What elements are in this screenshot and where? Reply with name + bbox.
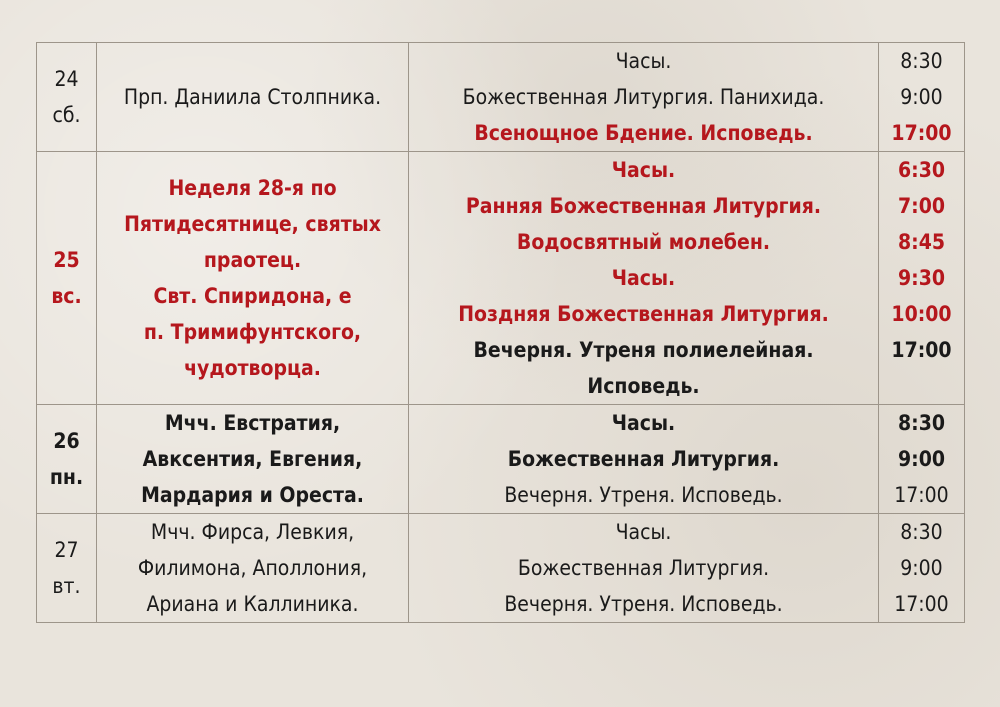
weekday: вт.: [52, 574, 81, 598]
service-line: Всенощное Бдение. Исповедь.: [474, 121, 813, 145]
feast-line: Мчч. Фирса, Левкия,: [150, 520, 355, 544]
services-cell: [409, 405, 879, 514]
table-row: [37, 152, 965, 405]
time: 8:30: [900, 49, 943, 73]
feast-line: чудотворца.: [184, 356, 321, 380]
time: 17:00: [891, 121, 952, 145]
service-line: Божественная Литургия. Панихида.: [462, 85, 825, 109]
time: 9:00: [900, 556, 943, 580]
feast-line: Пятидесятнице, святых: [124, 212, 381, 236]
weekday: вс.: [51, 284, 82, 308]
time: 8:45: [898, 230, 945, 254]
feast-line: праотец.: [203, 248, 302, 272]
day-number: 26: [53, 429, 80, 453]
time: 7:00: [898, 194, 945, 218]
time: 8:30: [898, 411, 945, 435]
time: 9:30: [898, 266, 945, 290]
feast-line: Филимона, Аполлония,: [137, 556, 368, 580]
time: 17:00: [894, 483, 949, 507]
time: 17:00: [891, 338, 952, 362]
time: 17:00: [894, 592, 949, 616]
service-line: Божественная Литургия.: [507, 447, 780, 471]
date-cell: [37, 514, 97, 623]
feast-cell: [97, 514, 409, 623]
feast-line: Мардария и Ореста.: [141, 483, 364, 507]
service-line: Часы.: [615, 49, 672, 73]
times-cell: [879, 43, 965, 152]
table-row: [37, 43, 965, 152]
day-number: 27: [54, 538, 79, 562]
feast-line: Прп. Даниила Столпника.: [123, 85, 382, 109]
times-cell: [879, 405, 965, 514]
schedule-table: [36, 42, 965, 623]
service-line: Вечерня. Утреня полиелейная.: [473, 338, 814, 362]
time: 9:00: [898, 447, 945, 471]
date-cell: [37, 43, 97, 152]
service-line: Часы.: [615, 520, 672, 544]
times-cell: [879, 152, 965, 405]
date-cell: [37, 152, 97, 405]
weekday: сб.: [52, 103, 81, 127]
service-line: Водосвятный молебен.: [516, 230, 771, 254]
times-cell: [879, 514, 965, 623]
services-cell: [409, 43, 879, 152]
service-line: Поздняя Божественная Литургия.: [458, 302, 829, 326]
service-line: Часы.: [611, 266, 676, 290]
table-row: [37, 405, 965, 514]
day-number: 25: [53, 248, 80, 272]
services-cell: [409, 514, 879, 623]
schedule-page: [36, 42, 964, 623]
services-cell: [409, 152, 879, 405]
time: 8:30: [900, 520, 943, 544]
feast-cell: [97, 43, 409, 152]
table-row: [37, 514, 965, 623]
date-cell: [37, 405, 97, 514]
feast-line: п. Тримифунтского,: [143, 320, 362, 344]
feast-cell: [97, 152, 409, 405]
time: 9:00: [900, 85, 943, 109]
service-line: Ранняя Божественная Литургия.: [465, 194, 822, 218]
service-line: Вечерня. Утреня. Исповедь.: [504, 483, 783, 507]
service-line: Часы.: [611, 158, 676, 182]
service-line: Божественная Литургия.: [517, 556, 770, 580]
feast-line: Свт. Спиридона, е: [153, 284, 352, 308]
feast-line: Мчч. Евстратия,: [164, 411, 341, 435]
time: 6:30: [898, 158, 945, 182]
feast-line: Неделя 28-я по: [168, 176, 337, 200]
service-line: Исповедь.: [587, 374, 700, 398]
weekday: пн.: [49, 465, 84, 489]
day-number: 24: [54, 67, 79, 91]
time: 10:00: [891, 302, 952, 326]
service-line: Вечерня. Утреня. Исповедь.: [504, 592, 783, 616]
feast-line: Ариана и Каллиника.: [146, 592, 359, 616]
feast-cell: [97, 405, 409, 514]
feast-line: Авксентия, Евгения,: [142, 447, 363, 471]
service-line: Часы.: [611, 411, 676, 435]
